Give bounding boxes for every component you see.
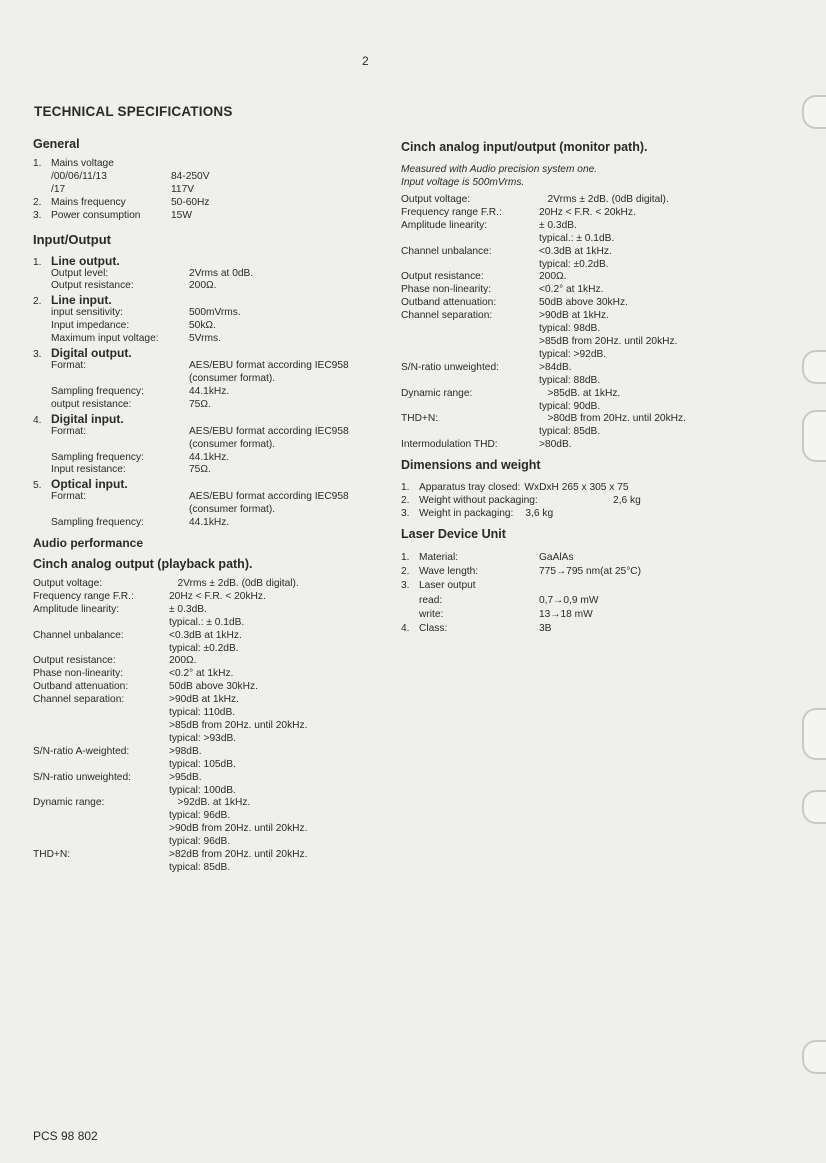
spec-label [33, 439, 189, 452]
spec-value: ± 0.3dB. [539, 219, 577, 231]
spec-row [33, 849, 373, 862]
spec-label: THD+N: [33, 849, 71, 861]
document-code: PCS 98 802 [33, 1129, 98, 1143]
spec-value: typical: 88dB. [539, 374, 601, 386]
spec-row [401, 508, 761, 521]
spec-value: typical: >93dB. [169, 732, 237, 744]
spec-row [33, 386, 373, 399]
spec-value: typical: 96dB. [169, 810, 231, 822]
spec-label: Amplitude linearity: [401, 219, 488, 231]
section-num: 2. [33, 296, 42, 308]
spec-label [401, 259, 539, 272]
spec-row [33, 197, 373, 210]
spec-label: Channel unbalance: [33, 629, 124, 641]
spec-row [401, 622, 761, 636]
spec-value: 84-250V [171, 170, 210, 182]
spec-value: >84dB. [539, 361, 572, 373]
spec-value: >80dB. [539, 439, 572, 451]
section-title: Line input. [51, 293, 112, 308]
binder-hole [802, 790, 826, 824]
spec-value: >92dB. at 1kHz. [169, 797, 251, 809]
spec-row [33, 643, 373, 656]
spec-value: <0.2° at 1kHz. [169, 668, 234, 680]
spec-value: (consumer format). [189, 504, 276, 516]
spec-label: Output level: [51, 267, 109, 279]
spec-value: 3B [539, 623, 552, 635]
spec-label: S/N-ratio A-weighted: [33, 745, 130, 757]
spec-row [401, 323, 761, 336]
spec-row [401, 439, 761, 452]
page-number: 2 [362, 54, 369, 68]
spec-row [33, 307, 373, 320]
spec-label: Sampling frequency: [51, 517, 144, 529]
spec-value: >85dB from 20Hz. until 20kHz. [169, 720, 308, 731]
spec-label: Format: [51, 360, 87, 372]
line-input-list [33, 307, 373, 346]
spec-value: typical.: ± 0.1dB. [169, 616, 245, 628]
spec-row [401, 551, 761, 565]
spec-num: 2. [401, 495, 410, 507]
spec-num: 2. [33, 196, 42, 208]
spec-value: typical: 96dB. [169, 836, 231, 848]
line-output-list [33, 268, 373, 294]
spec-value: 200Ω. [189, 280, 217, 292]
section-num: 4. [33, 414, 42, 426]
spec-num: 1. [401, 551, 410, 563]
spec-label: THD+N: [401, 413, 439, 425]
spec-row [33, 426, 373, 439]
spec-row [401, 271, 761, 284]
audio-performance-heading: Audio performance [33, 536, 144, 551]
page-title: TECHNICAL SPECIFICATIONS [34, 104, 233, 119]
spec-label: Format: [51, 491, 87, 503]
spec-value: typical: 85dB. [169, 861, 231, 873]
spec-value: 117V [171, 183, 195, 195]
spec-row [33, 810, 373, 823]
spec-row [33, 504, 373, 517]
spec-label [401, 336, 539, 349]
spec-label: Output voltage: [33, 578, 103, 590]
spec-label: input sensitivity: [51, 307, 123, 319]
spec-label: Power consumption [51, 209, 141, 221]
spec-row [33, 439, 373, 452]
spec-row [33, 836, 373, 849]
spec-value: 75Ω. [189, 398, 211, 410]
spec-label: Mains voltage [51, 158, 114, 169]
dimensions-list [401, 482, 761, 521]
spec-value: typical: 100dB. [169, 784, 236, 796]
spec-label: Channel unbalance: [401, 245, 492, 257]
spec-row [401, 207, 761, 220]
spec-label: Outband attenuation: [401, 297, 497, 309]
spec-label: Output resistance: [51, 280, 134, 292]
spec-label: Intermodulation THD: [401, 439, 498, 451]
spec-value: 50-60Hz [171, 196, 210, 208]
spec-value: >98dB. [169, 745, 202, 757]
spec-row [33, 591, 373, 604]
spec-row [33, 785, 373, 798]
spec-label: Dynamic range: [401, 387, 473, 399]
spec-value: >90dB at 1kHz. [169, 694, 239, 706]
spec-value: 200Ω. [539, 271, 567, 283]
section-title: Optical input. [51, 477, 128, 492]
spec-label [33, 810, 169, 823]
digital-output-heading [33, 346, 373, 360]
dimensions-heading: Dimensions and weight [401, 458, 541, 473]
spec-value: AES/EBU format according IEC958 [189, 360, 349, 372]
spec-label: Dynamic range: [33, 797, 105, 809]
spec-row [401, 482, 761, 495]
spec-row [33, 772, 373, 785]
spec-row [401, 336, 761, 349]
spec-row [401, 594, 761, 608]
spec-row [33, 668, 373, 681]
spec-label: Output resistance: [33, 655, 116, 667]
spec-row [33, 797, 373, 810]
spec-value: typical: >92dB. [539, 348, 607, 360]
spec-row [33, 184, 373, 197]
spec-value: 0,7→0,9 mW [539, 594, 599, 606]
spec-value: <0.3dB at 1kHz. [539, 245, 612, 257]
spec-value: >82dB from 20Hz. until 20kHz. [169, 849, 308, 861]
spec-num [401, 594, 419, 608]
spec-row [33, 210, 373, 223]
spec-row [33, 617, 373, 630]
spec-label: Apparatus tray closed: [419, 482, 521, 494]
spec-value: AES/EBU format according IEC958 [189, 425, 349, 437]
spec-value: 775→795 nm(at 25°C) [539, 566, 642, 578]
spec-label: Wave length: [419, 566, 479, 578]
spec-row [33, 578, 373, 591]
binder-hole [802, 350, 826, 384]
spec-label [401, 349, 539, 362]
laser-list [401, 551, 761, 637]
spec-row [33, 604, 373, 617]
spec-row [401, 233, 761, 246]
optical-input-heading [33, 477, 373, 491]
spec-label [33, 733, 169, 746]
spec-label [401, 323, 539, 336]
general-list [33, 158, 373, 223]
spec-label [33, 373, 189, 386]
spec-label: write: [419, 609, 444, 621]
spec-value: AES/EBU format according IEC958 [189, 491, 349, 503]
spec-value: 2Vrms at 0dB. [189, 267, 254, 279]
spec-label [33, 862, 169, 875]
spec-value: typical.: ± 0.1dB. [539, 232, 615, 244]
spec-label: output resistance: [51, 398, 132, 410]
spec-row [33, 320, 373, 333]
spec-row [401, 413, 761, 426]
spec-row [33, 464, 373, 477]
digital-input-heading [33, 412, 373, 426]
spec-value: 15W [171, 209, 192, 221]
spec-row [401, 495, 761, 508]
spec-label: Frequency range F.R.: [401, 206, 502, 218]
spec-value: >90dB at 1kHz. [539, 310, 609, 322]
binder-hole [802, 410, 826, 462]
binder-hole [802, 708, 826, 760]
spec-label [401, 426, 539, 439]
spec-num [401, 608, 419, 622]
spec-label: Outband attenuation: [33, 681, 129, 693]
spec-label: Mains frequency [51, 196, 126, 208]
spec-label [33, 836, 169, 849]
spec-row [401, 579, 761, 593]
spec-value: 2Vrms ± 2dB. (0dB digital). [169, 578, 299, 590]
spec-label: read: [419, 594, 443, 606]
spec-num: 4. [401, 623, 410, 635]
spec-num: 3. [33, 209, 42, 221]
spec-value: >90dB from 20Hz. until 20kHz. [169, 823, 308, 835]
spec-value: 2,6 kg [613, 495, 641, 507]
spec-label: Output voltage: [401, 194, 471, 205]
section-num: 5. [33, 480, 42, 492]
spec-row [401, 259, 761, 272]
spec-label [401, 233, 539, 246]
spec-label: Laser output [419, 580, 476, 592]
spec-label: Amplitude linearity: [33, 603, 120, 615]
section-title: Digital output. [51, 346, 132, 361]
spec-label: S/N-ratio unweighted: [33, 771, 131, 783]
spec-value: 13→18 mW [539, 609, 593, 621]
spec-value: typical: ±0.2dB. [539, 258, 609, 270]
spec-num: 1. [33, 158, 42, 169]
general-heading: General [33, 137, 80, 151]
spec-value: >85dB from 20Hz. until 20kHz. [539, 335, 678, 347]
spec-label [33, 707, 169, 720]
spec-label: Frequency range F.R.: [33, 590, 134, 602]
spec-label [33, 759, 169, 772]
spec-row [33, 333, 373, 346]
spec-num: 2. [401, 566, 410, 578]
spec-row [33, 823, 373, 836]
spec-label: Phase non-linearity: [401, 284, 492, 296]
digital-input-list [33, 426, 373, 478]
spec-label [33, 823, 169, 836]
spec-row [401, 194, 761, 207]
spec-value: 500mVrms. [189, 307, 241, 319]
spec-label: Maximum input voltage: [51, 333, 159, 345]
spec-value: 20Hz < F.R. < 20kHz. [539, 206, 636, 218]
spec-value: typical: ±0.2dB. [169, 642, 239, 654]
spec-value: typical: 110dB. [169, 707, 236, 719]
spec-row [33, 759, 373, 772]
spec-row [33, 491, 373, 504]
spec-num: 3. [401, 507, 410, 519]
spec-value: <0.2° at 1kHz. [539, 284, 604, 296]
spec-row [33, 694, 373, 707]
spec-label: /00/06/11/13 [51, 170, 107, 182]
spec-row [401, 246, 761, 259]
spec-value: typical: 85dB. [539, 426, 601, 438]
monitor-path-heading: Cinch analog input/output (monitor path). [401, 140, 648, 154]
spec-row [33, 746, 373, 759]
spec-value: 3,6 kg [525, 507, 554, 519]
spec-label: Channel separation: [401, 310, 493, 322]
spec-value: 75Ω. [189, 464, 211, 476]
spec-label: Input resistance: [51, 464, 126, 476]
section-num: 1. [33, 256, 42, 268]
spec-row [401, 401, 761, 414]
playback-spec-table [33, 578, 373, 875]
laser-heading: Laser Device Unit [401, 526, 506, 541]
spec-value [171, 158, 373, 171]
spec-row [401, 220, 761, 233]
spec-row [401, 310, 761, 323]
spec-label: /17 [51, 183, 66, 195]
spec-label [33, 785, 169, 798]
spec-label: Weight in packaging: [419, 507, 514, 519]
line-input-heading [33, 293, 373, 307]
spec-label: Material: [419, 551, 459, 563]
section-num: 3. [33, 349, 42, 361]
spec-value: >85dB. at 1kHz. [539, 387, 621, 399]
spec-value: GaAlAs [539, 551, 574, 563]
spec-value: WxDxH 265 x 305 x 75 [524, 482, 629, 494]
spec-row [401, 426, 761, 439]
left-column [33, 137, 373, 875]
spec-row [33, 280, 373, 293]
spec-label: Class: [419, 623, 448, 635]
spec-value [539, 579, 761, 593]
spec-row [33, 158, 373, 171]
spec-row [33, 399, 373, 412]
spec-row [401, 349, 761, 362]
optical-input-list [33, 491, 373, 530]
measurement-note: Measured with Audio precision system one. [401, 164, 598, 175]
section-title: Digital input. [51, 411, 124, 426]
spec-value: >95dB. [169, 771, 202, 783]
spec-row [33, 681, 373, 694]
spec-label: Phase non-linearity: [33, 668, 124, 680]
spec-value: >80dB from 20Hz. until 20kHz. [539, 413, 686, 425]
spec-row [401, 284, 761, 297]
spec-label [33, 617, 169, 630]
playback-path-heading: Cinch analog output (playback path). [33, 557, 253, 572]
spec-num: 3. [401, 580, 410, 592]
spec-num: 1. [401, 482, 410, 494]
binder-hole [802, 95, 826, 129]
spec-label: Channel separation: [33, 694, 125, 706]
line-output-heading [33, 254, 373, 268]
spec-row [33, 360, 373, 373]
spec-value: 44.1kHz. [189, 385, 230, 397]
input-voltage-note: Input voltage is 500mVrms. [401, 177, 525, 188]
spec-row [33, 862, 373, 875]
spec-value: 50kΩ. [189, 320, 216, 332]
spec-value: typical: 98dB. [539, 323, 601, 335]
spec-row [33, 373, 373, 386]
spec-row [33, 720, 373, 733]
monitor-spec-table [401, 194, 761, 452]
spec-row [33, 655, 373, 668]
section-title: Line output. [51, 253, 120, 268]
spec-value: (consumer format). [189, 372, 276, 384]
digital-output-list [33, 360, 373, 412]
spec-value: 2Vrms ± 2dB. (0dB digital). [539, 194, 669, 205]
spec-value: typical: 105dB. [169, 758, 236, 770]
spec-row [33, 707, 373, 720]
spec-row [33, 268, 373, 281]
spec-row [401, 375, 761, 388]
binder-hole [802, 1040, 826, 1074]
spec-row [33, 171, 373, 184]
input-output-heading: Input/Output [33, 231, 111, 247]
spec-label: S/N-ratio unweighted: [401, 361, 499, 373]
right-column [401, 140, 761, 637]
spec-label: Input impedance: [51, 320, 130, 332]
spec-label [33, 504, 189, 517]
spec-value: 50dB above 30kHz. [169, 681, 258, 693]
spec-label: Weight without packaging: [419, 495, 538, 507]
spec-value: 20Hz < F.R. < 20kHz. [169, 590, 266, 602]
spec-label [401, 375, 539, 388]
spec-value: (consumer format). [189, 438, 276, 450]
spec-label: Output resistance: [401, 271, 484, 283]
spec-value: 200Ω. [169, 655, 197, 667]
spec-row [33, 517, 373, 530]
spec-value: typical: 90dB. [539, 400, 601, 412]
spec-value: <0.3dB at 1kHz. [169, 629, 242, 641]
spec-row [401, 608, 761, 622]
spec-row [401, 388, 761, 401]
spec-row [401, 565, 761, 579]
spec-value: 44.1kHz. [189, 517, 230, 529]
spec-row [33, 733, 373, 746]
spec-label: Format: [51, 425, 87, 437]
spec-label [401, 401, 539, 414]
spec-row [33, 630, 373, 643]
spec-row [401, 362, 761, 375]
spec-row [33, 452, 373, 465]
spec-label: Sampling frequency: [51, 385, 144, 397]
spec-value: 50dB above 30kHz. [539, 297, 628, 309]
spec-value: 5Vrms. [189, 333, 221, 345]
spec-label [33, 720, 169, 733]
spec-label [33, 643, 169, 656]
spec-label: Sampling frequency: [51, 451, 144, 463]
spec-value: 44.1kHz. [189, 451, 230, 463]
spec-row [401, 297, 761, 310]
spec-value: ± 0.3dB. [169, 603, 207, 615]
